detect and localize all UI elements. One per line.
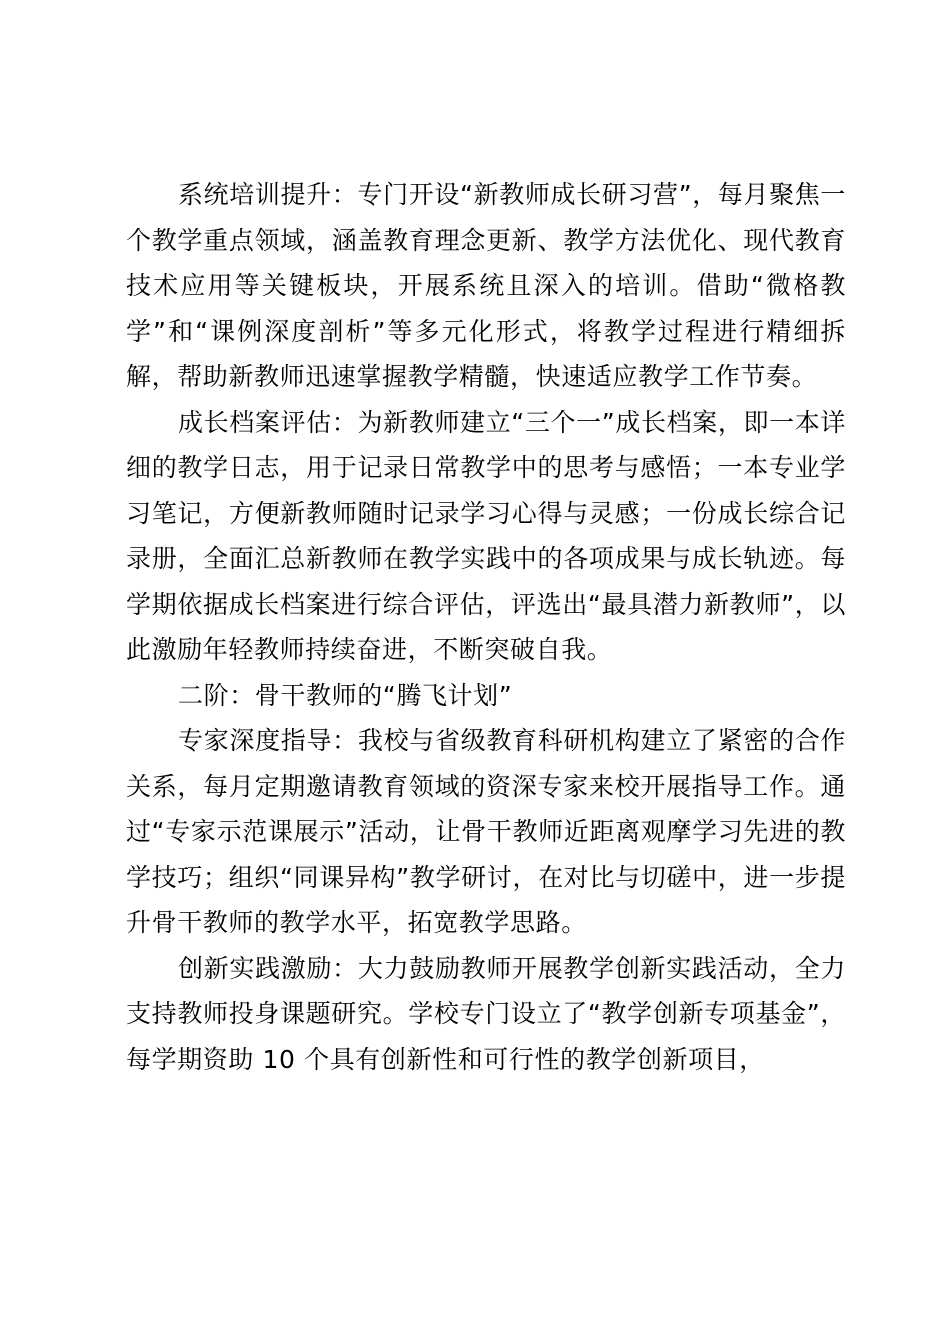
paragraph-innovation-incentive: 创新实践激励：大力鼓励教师开展教学创新实践活动，全力支持教师投身课题研究。学校专门设立了“教学创新专项基金”，每学期资助 10 个具有创新性和可行性的教学创新项目， bbox=[126, 953, 846, 1074]
document-page bbox=[126, 172, 846, 1082]
paragraph-system-training: 系统培训提升：专门开设“新教师成长研习营”，每月聚焦一个教学重点领域，涵盖教育理念更新、教学方法优化、现代教育技术应用等关键板块，开展系统且深入的培训。借助“微格教学”和“课例深度剖析”等多元化形式，将教学过程进行精细拆解，帮助新教师迅速掌握教学精髓，快速适应教学工作节奏。 bbox=[126, 180, 846, 391]
paragraph-growth-archive: 成长档案评估：为新教师建立“三个一”成长档案，即一本详细的教学日志，用于记录日常教学中的思考与感悟；一本专业学习笔记，方便新教师随时记录学习心得与灵感；一份成长综合记录册，全面汇总新教师在教学实践中的各项成果与成长轨迹。每学期依据成长档案进行综合评估，评选出“最具潜力新教师”，以此激励年轻教师持续奋进，不断突破自我。 bbox=[126, 407, 846, 664]
section-heading-stage-two: 二阶：骨干教师的“腾飞计划” bbox=[178, 680, 513, 710]
paragraph-expert-guidance: 专家深度指导：我校与省级教育科研机构建立了紧密的合作关系，每月定期邀请教育领域的资深专家来校开展指导工作。通过“专家示范课展示”活动，让骨干教师近距离观摩学习先进的教学技巧；组织“同课异构”教学研讨，在对比与切磋中，进一步提升骨干教师的教学水平，拓宽教学思路。 bbox=[126, 726, 846, 937]
